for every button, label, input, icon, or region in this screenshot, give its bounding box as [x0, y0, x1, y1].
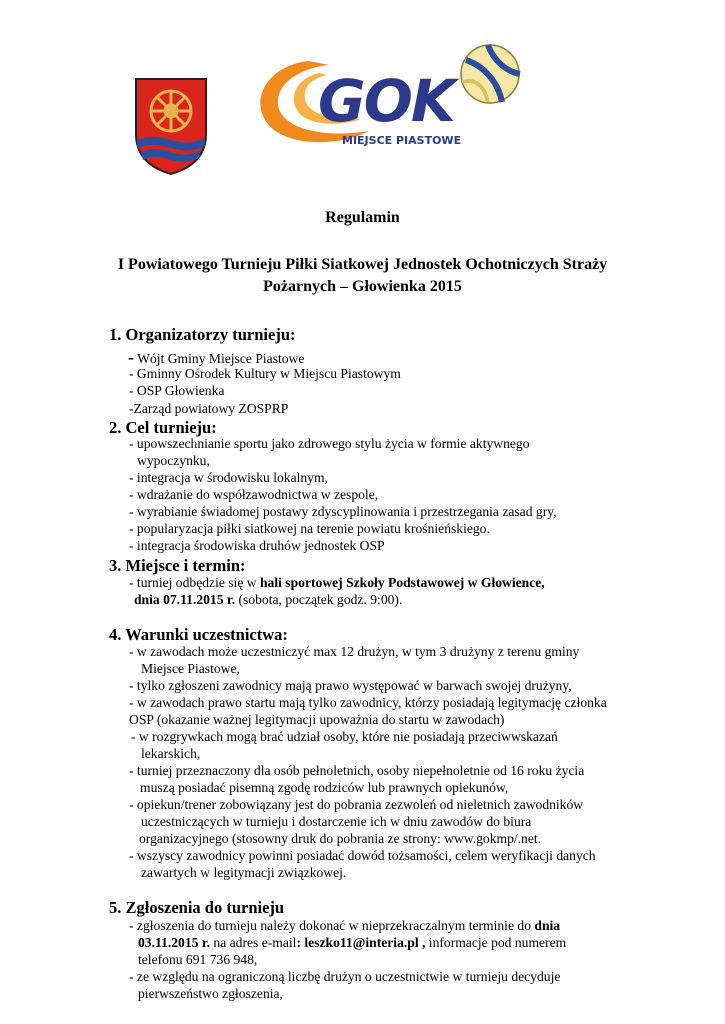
section-3-heading: 3. Miejsce i termin:	[109, 556, 246, 575]
section-2-line-3: - integracja w środowisku lokalnym,	[129, 470, 328, 485]
section-2-heading: 2. Cel turnieju:	[109, 418, 217, 437]
section-1-line-4: -Zarząd powiatowy ZOSPRP	[129, 401, 289, 416]
section-5-line-3: telefonu 691 736 948,	[138, 952, 258, 967]
section-4-line-3: - tylko zgłoszeni zawodnicy mają prawo występować w barwach swojej drużyny,	[129, 678, 572, 693]
section-4-line-6: - w rozgrywkach mogą brać udział osoby, które nie posiadają przeciwwskazań	[131, 729, 558, 744]
page-title: Regulamin	[325, 209, 400, 226]
subtitle-line-1: I Powiatowego Turnieju Piłki Siatkowej Jednostek Ochotniczych Straży	[117, 256, 608, 273]
section-3-date: dnia 07.11.2015 r.	[134, 592, 236, 607]
gok-logo-subtitle: MIEJSCE PIASTOWE	[342, 134, 462, 147]
section-2-line-5: - wyrabianie świadomej postawy zdyscyplinowania i przestrzegania zasad gry,	[129, 504, 557, 519]
section-4-line-12: organizacyjnego (stosowny druk do pobrania ze strony: www.gokmp/.net.	[139, 831, 542, 846]
section-4-line-11: uczestniczących w turnieju i dostarczenie ich w dniu zawodów do biura	[141, 814, 532, 829]
section-2-line-4: - wdrażanie do współzawodnictwa w zespole,	[129, 487, 379, 502]
section-3-line-2	[134, 592, 402, 608]
gok-logo-text: GOK	[318, 67, 454, 135]
section-1-line-1	[128, 349, 304, 367]
section-1-line-2: - Gminny Ośrodek Kultury w Miejscu Piastowym	[129, 366, 401, 381]
section-1-dash: -	[128, 347, 134, 367]
section-4-line-14: zawartych w legitymacji związkowej.	[141, 865, 347, 880]
section-5-line-1-text: - zgłoszenia do turnieju należy dokonać w nieprzekraczalnym terminie do	[129, 918, 535, 933]
section-4-line-5: OSP (okazanie ważnej legitymacji upoważnia do startu w zawodach)	[129, 712, 505, 727]
section-2-line-1: - upowszechnianie sportu jako zdrowego stylu życia w formie aktywnego	[129, 436, 530, 451]
section-4-line-10: - opiekun/trener zobowiązany jest do pobrania zezwoleń od nieletnich zawodników	[129, 797, 584, 812]
section-5-line-5: pierwszeństwo zgłoszenia,	[138, 986, 283, 1001]
section-3-time: (sobota, początek godz. 9:00).	[235, 592, 403, 607]
section-4-line-2: Miejsce Piastowe,	[141, 661, 240, 676]
section-5-line-1	[129, 918, 560, 934]
section-5-deadline: 03.11.2015 r.	[138, 935, 211, 950]
section-4-line-13: - wszyscy zawodnicy powinni posiadać dowód tożsamości, celem weryfikacji danych	[129, 848, 596, 863]
section-4-line-7: lekarskich,	[141, 746, 201, 761]
section-2-line-6: - popularyzacja piłki siatkowej na terenie powiatu krośnieńskiego.	[129, 521, 490, 536]
section-4-line-9: muszą posiadać pisemną zgodę rodziców lub prawnych opiekunów,	[140, 780, 509, 795]
section-3-line-1-text: - turniej odbędzie się w	[129, 575, 260, 590]
section-5-email: : leszko11@interia.pl ,	[296, 935, 426, 950]
section-3-line-1	[129, 575, 545, 591]
section-1-heading: 1. Organizatorzy turnieju:	[109, 325, 296, 344]
section-4-line-4: - w zawodach prawo startu mają tylko zawodnicy, którzy posiadają legitymację członka	[129, 695, 607, 710]
section-5-line-4: - ze względu na ograniczoną liczbę drużyn o uczestnictwie w turnieju decyduje	[129, 969, 561, 984]
section-5-phone-label: informacje pod numerem	[425, 935, 567, 950]
section-5-heading: 5. Zgłoszenia do turnieju	[109, 898, 285, 917]
section-2-line-7: - integracja środowiska druhów jednostek OSP	[129, 538, 385, 553]
section-5-dnia: dnia	[534, 918, 561, 933]
subtitle-line-2: Pożarnych – Głowienka 2015	[263, 278, 462, 295]
section-4-line-1: - w zawodach może uczestniczyć max 12 drużyn, w tym 3 drużyny z terenu gminy	[129, 644, 580, 659]
section-2-line-2: wypoczynku,	[137, 453, 210, 468]
header-logos	[0, 0, 725, 200]
section-3-venue: hali sportowej Szkoły Podstawowej w Głowience,	[260, 575, 545, 590]
coat-of-arms-logo	[133, 76, 209, 176]
section-5-email-label: na adres e-mail	[210, 935, 297, 950]
section-1-item-1: Wójt Gminy Miejsce Piastowe	[137, 351, 305, 366]
section-4-line-8: - turniej przeznaczony dla osób pełnoletnich, osoby niepełnoletnie od 16 roku życia	[129, 763, 585, 778]
volleyball-icon	[458, 42, 522, 106]
section-1-line-3: - OSP Głowienka	[129, 383, 225, 398]
section-4-heading: 4. Warunki uczestnictwa:	[109, 625, 288, 644]
section-5-line-2	[138, 935, 566, 951]
